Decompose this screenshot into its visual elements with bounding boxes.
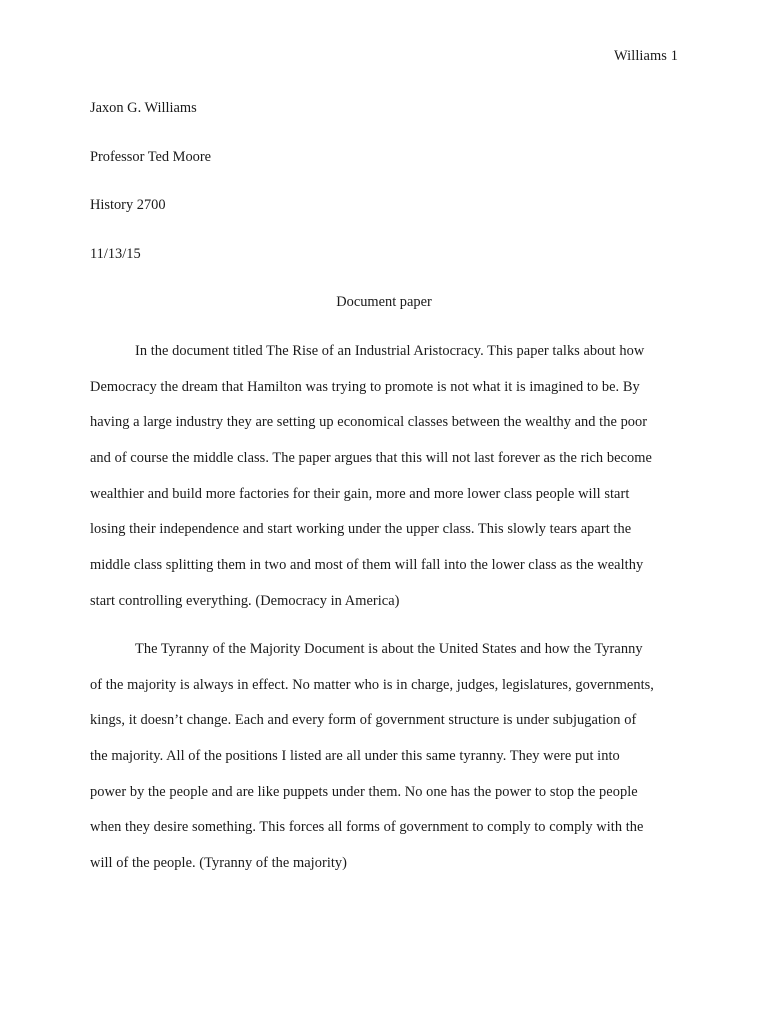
paragraph-line: when they desire something. This forces all forms of government to comply to comply with the (90, 819, 644, 835)
paragraph-line: In the document titled The Rise of an Industrial Aristocracy. This paper talks about how (135, 343, 645, 359)
running-head: Williams 1 (614, 48, 678, 64)
date: 11/13/15 (90, 246, 141, 262)
paragraph-line: middle class splitting them in two and most of them will fall into the lower class as the wealthy (90, 557, 644, 573)
paragraph-line: Democracy the dream that Hamilton was trying to promote is not what it is imagined to be. By (90, 379, 640, 395)
course-name: History 2700 (90, 197, 166, 213)
paragraph-line: having a large industry they are setting up economical classes between the wealthy and the poor (90, 414, 648, 430)
author-name: Jaxon G. Williams (90, 100, 197, 116)
paragraph-line: the majority. All of the positions I listed are all under this same tyranny. They were put into (90, 748, 620, 764)
paragraph-line: will of the people. (Tyranny of the majority) (90, 855, 348, 871)
paragraph-line: The Tyranny of the Majority Document is about the United States and how the Tyranny (135, 641, 643, 657)
paper-title: Document paper (336, 294, 432, 310)
paragraph-line: and of course the middle class. The paper argues that this will not last forever as the rich become (90, 450, 652, 466)
paragraph-line: kings, it doesn’t change. Each and every form of government structure is under subjugation of (90, 712, 637, 728)
paragraph-line: of the majority is always in effect. No matter who is in charge, judges, legislatures, governments, (90, 677, 654, 693)
paragraph-line: start controlling everything. (Democracy in America) (90, 593, 400, 609)
professor-name: Professor Ted Moore (90, 149, 212, 165)
paragraph-line: wealthier and build more factories for their gain, more and more lower class people will start (90, 486, 630, 502)
paragraph-line: power by the people and are like puppets under them. No one has the power to stop the people (90, 784, 638, 800)
paragraph-line: losing their independence and start working under the upper class. This slowly tears apart the (90, 521, 632, 537)
